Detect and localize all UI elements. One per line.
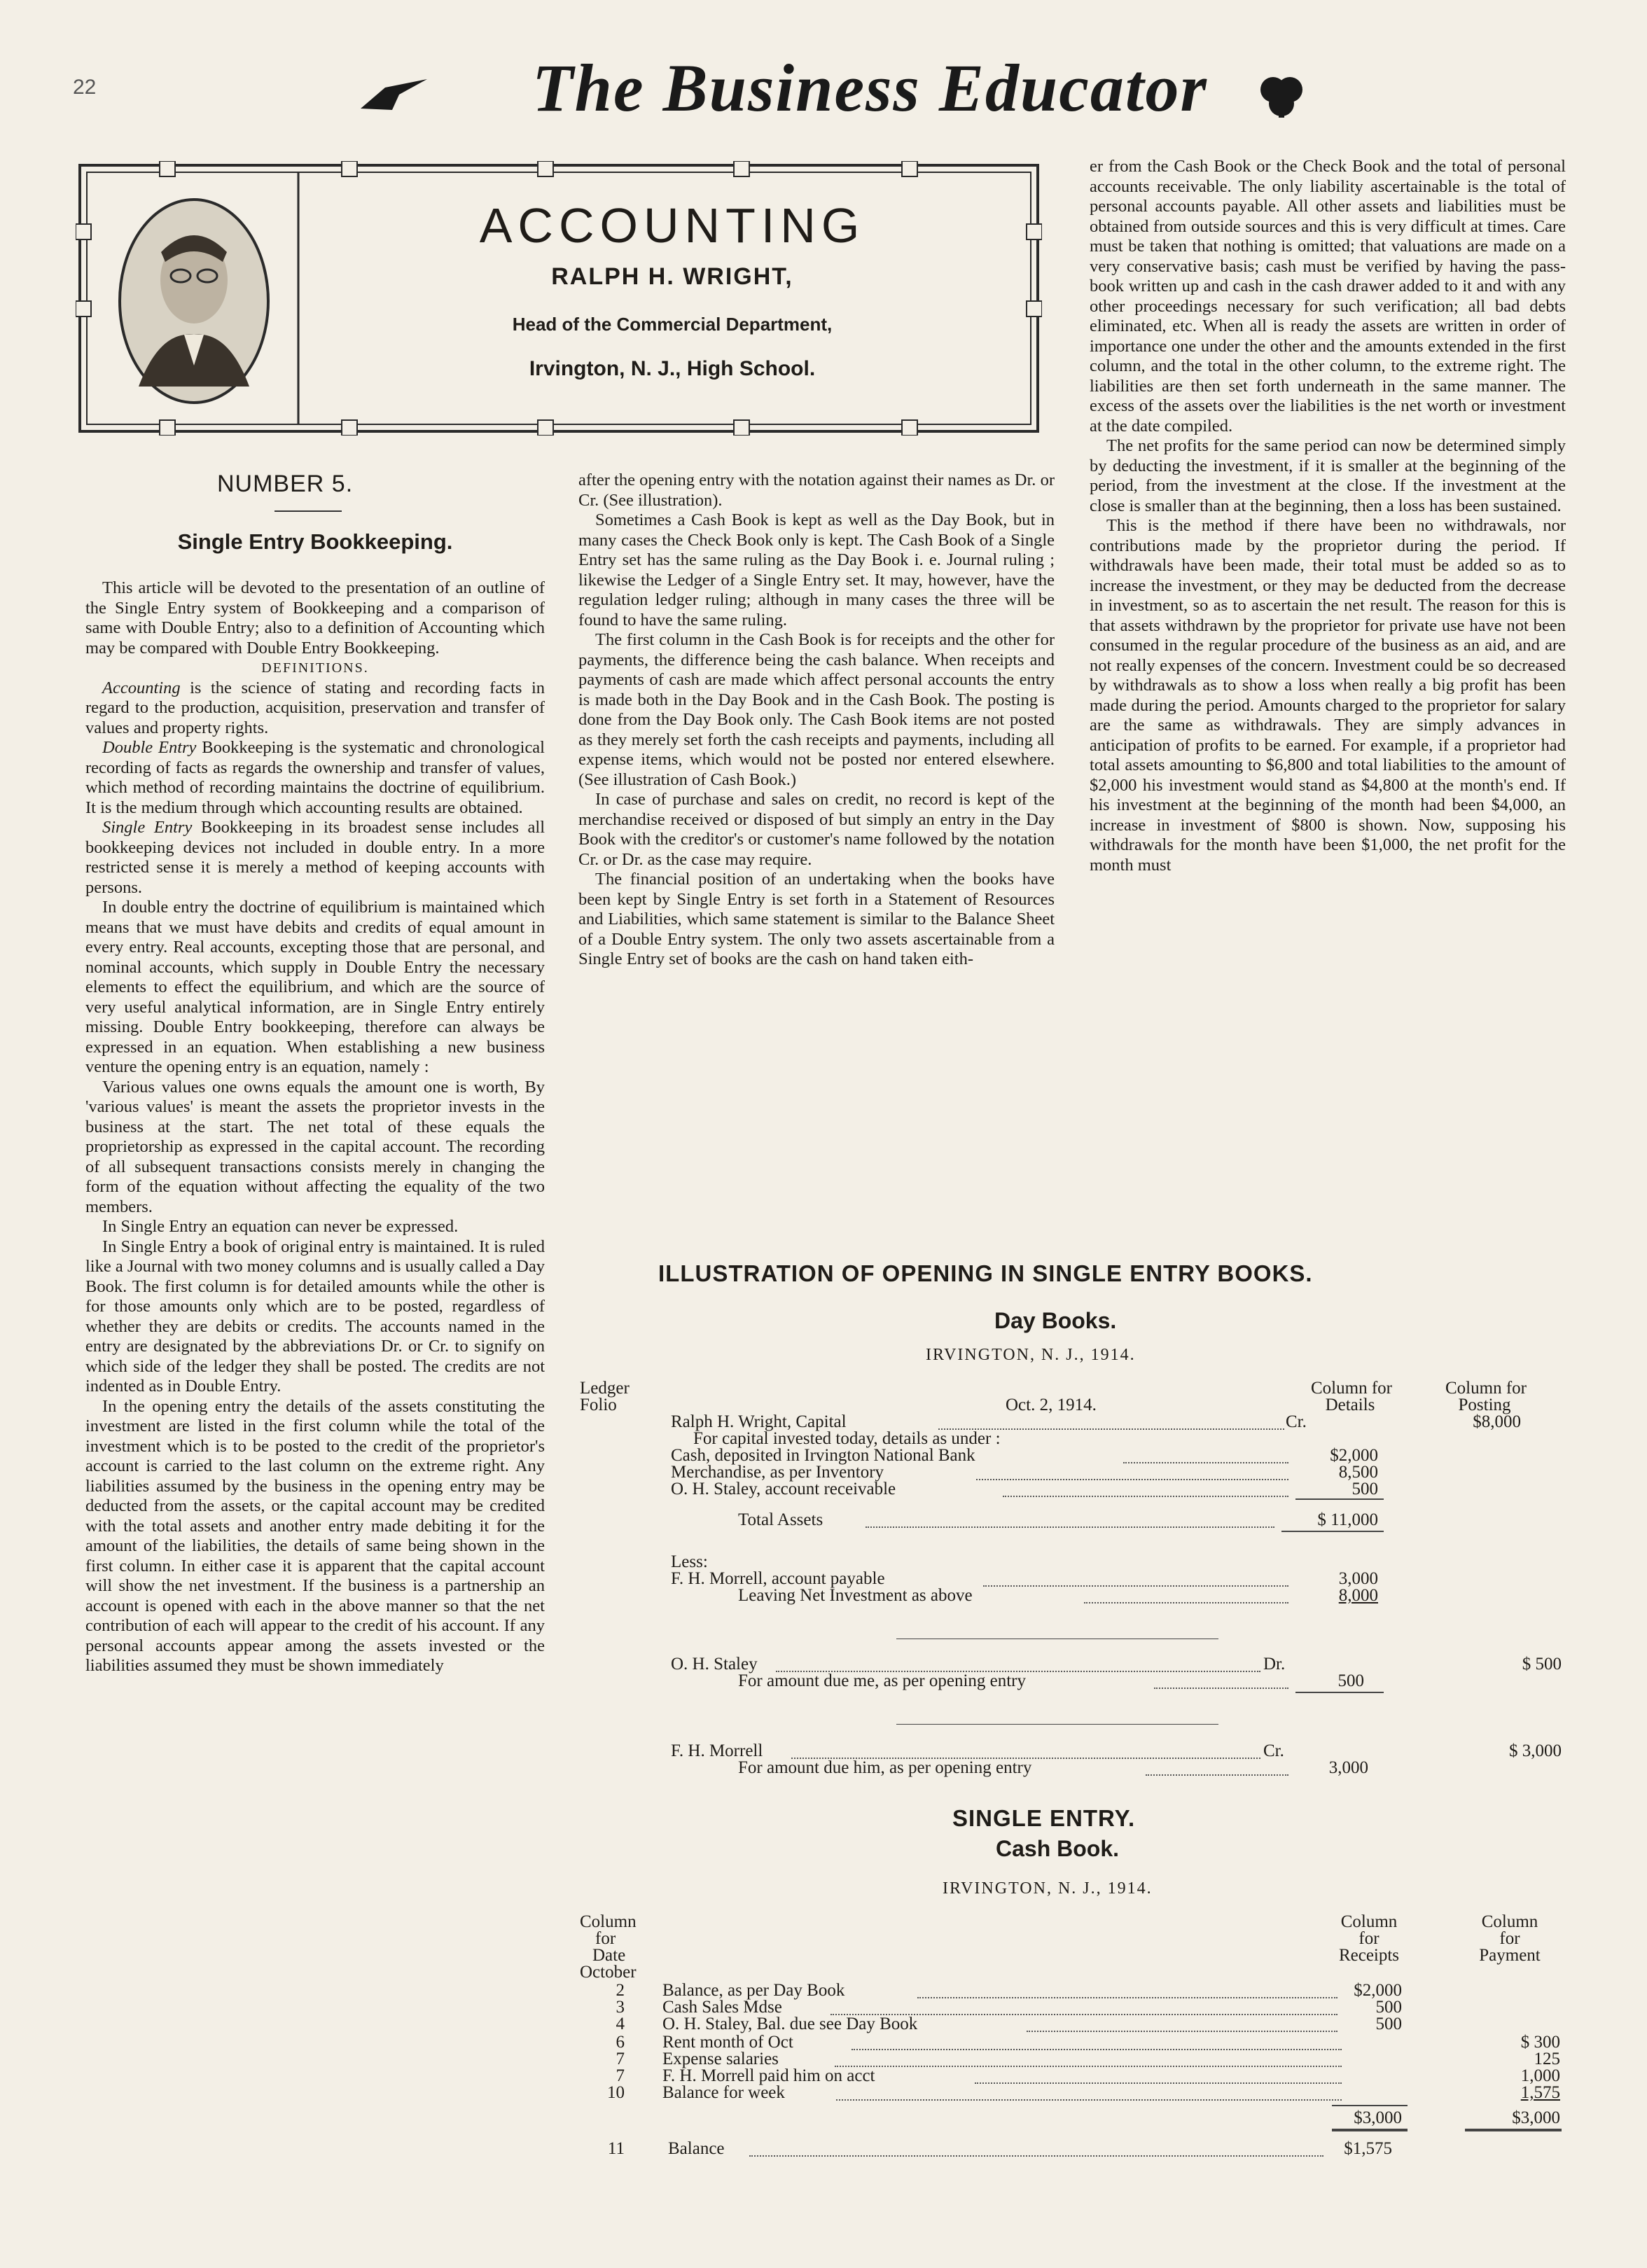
row-receipt: 500: [1375, 1998, 1402, 2017]
row-label: Expense salaries: [662, 2050, 779, 2068]
row-payment: 1,575: [1520, 2083, 1560, 2102]
date-header: for: [595, 1929, 616, 1948]
leader-dots: [975, 2082, 1342, 2084]
article-number: NUMBER 5.: [217, 471, 354, 497]
article-title: Single Entry Bookkeeping.: [177, 529, 453, 554]
entry-note: For capital invested today, details as under :: [693, 1429, 1001, 1448]
receipts-header: for: [1358, 1929, 1380, 1948]
definitions-heading: DEFINITIONS.: [261, 660, 369, 676]
balance-label: Balance: [668, 2139, 725, 2158]
paragraph: The net profits for the same period can now be determined simply by deducting the investment, if it is smaller at the beginning of the period, from the investment at the close. If the investment at the close is smaller than at the beginning, then a loss has been sustained.: [1090, 436, 1566, 515]
divider: [274, 510, 342, 512]
capital-account: Ralph H. Wright, Capital: [671, 1412, 847, 1431]
leader-dots: [1123, 1462, 1288, 1463]
leader-dots: [866, 1526, 1274, 1528]
leader-dots: [749, 2155, 1323, 2157]
sum-rule: [1295, 1692, 1384, 1693]
row-label: F. H. Morrell paid him on acct: [662, 2066, 875, 2085]
leader-dots: [836, 2099, 1342, 2101]
row-payment: 125: [1534, 2050, 1560, 2068]
total-assets-amount: $ 11,000: [1317, 1510, 1378, 1529]
author-school: Irvington, N. J., High School.: [529, 357, 816, 380]
detail-amount: 500: [1337, 1671, 1364, 1690]
detail-amount: 500: [1351, 1480, 1378, 1498]
row-label: Balance, as per Day Book: [662, 1981, 845, 2000]
receipts-header: Receipts: [1338, 1946, 1400, 1965]
leader-dots: [1003, 1496, 1288, 1497]
folio-header: Folio: [580, 1396, 617, 1414]
total-receipts: $3,000: [1354, 2108, 1402, 2127]
liability-line: F. H. Morrell, account payable: [671, 1569, 885, 1588]
row-day: 3: [616, 1998, 625, 2017]
row-day: 7: [616, 2066, 625, 2085]
term: Double Entry: [102, 738, 197, 757]
term: Single Entry: [102, 818, 193, 837]
asset-line: Cash, deposited in Irvington National Bank: [671, 1446, 975, 1465]
double-rule: [1465, 2129, 1562, 2131]
asset-line: Merchandise, as per Inventory: [671, 1463, 884, 1482]
row-day: 4: [616, 2015, 625, 2033]
author-role: Head of the Commercial Department,: [512, 314, 833, 335]
row-day: 7: [616, 2050, 625, 2068]
paragraph: er from the Cash Book or the Check Book and the total of personal accounts receivable. The only liability ascertainable is the total of personal accounts payable. All other assets and liabilities must be obtained from outside sources and this is very difficult at times. Care must be taken that nothing is omitted; that valuations are made on a very conservative basis; cash must be verified by having the pass-book written up and cash in the cash drawer added to it and with any other proceedings necessary for such verification; all bad debts eliminated, etc. When all is ready the assets are written in order of importance one under the other and the amounts extended in the first column, and the total in the other column, to the extreme right. The liabilities are then set forth underneath in the same manner. The excess of the assets over the liabilities is the net worth or investment at the date compiled.: [1090, 157, 1566, 436]
receipts-header: Column: [1340, 1912, 1398, 1931]
article-column-2: [578, 471, 1055, 970]
paragraph: Single Entry Bookkeeping in its broadest sense includes all bookkeeping devices not included in double entry. In a more restricted sense it is merely a method of keeping accounts with persons.: [85, 818, 545, 897]
payment-header: for: [1499, 1929, 1520, 1948]
total-assets-label: Total Assets: [738, 1510, 824, 1529]
payment-header: Column: [1481, 1912, 1538, 1931]
posting-amount: $ 500: [1522, 1655, 1562, 1674]
paragraph: Double Entry Bookkeeping is the systematic and chronological recording of facts as regards the ownership and transfer of values, which method of recording maintains the doctrine of equilibrium. It is the medium through which accounting results are obtained.: [85, 738, 545, 817]
author-name: RALPH H. WRIGHT,: [551, 263, 793, 290]
paragraph: This is the method if there have been no withdrawals, nor contributions made by the proprietor during the period. If withdrawals have been made, their total must be added so as to increase the investment, or they may be deducted from the decrease in investment, so as to ascertain the net result. The reason for this is that assets withdrawn by the proprietor for private use have not been consumed in the regular procedure of the business as an aid, and are not really expenses of the concern. Investment could be so decreased by withdrawals as to show a loss when really a big profit has been made during the period. Amounts charged to the proprietor for salary are the same as withdrawals. They are simply advances in anticipation of profits to be earned. For example, if a proprietor had total assets amounting to $6,800 and total liabilities to the amount of $2,000 his investment would stand as $4,800 at the month's end. If his investment at the beginning of the month had been $4,000, an increase in investment of $800 is shown. Now, supposing his withdrawals for the month have been $1,000, the net profit for the month must: [1090, 516, 1566, 875]
paragraph: In Single Entry a book of original entry is maintained. It is ruled like a Journal with two money columns and is usually called a Day Book. The first column is for detailed amounts while the other is for those amounts only which are to be posted, regardless of whether they are debits or credits. The accounts named in the entry are designated by the abbreviations Dr. or Cr. to signify on which side of the ledger they shall be posted. The credits are not indented as in Double Entry.: [85, 1237, 545, 1396]
paragraph: In the opening entry the details of the assets constituting the investment are listed in the first column while the total of the investment which is to be posted to the credit of the proprietor's account is carried to the last column on the extreme right. Any liabilities assumed by the business in the opening entry may be deducted from the assets, or the capital account may be credited with the total assets and another entry made debiting it for the amount of the liabilities, the details of same being shown in the first column. In either case it is apparent that the capital account will show the net investment. If the business is a partnership an account is opened with each in the above manner so that the net contribution of each will appear to the credit of his account. If any personal accounts appear among the assets invested or the liabilities assumed they must be shown immediately: [85, 1396, 545, 1675]
staley-account: O. H. Staley: [671, 1655, 758, 1674]
posting-header: Column for: [1445, 1379, 1527, 1398]
leader-dots: [1154, 1688, 1288, 1689]
illustration-title: ILLUSTRATION OF OPENING IN SINGLE ENTRY BOOKS.: [658, 1260, 1313, 1286]
row-payment: 1,000: [1520, 2066, 1560, 2085]
single-entry-title: SINGLE ENTRY.: [952, 1805, 1136, 1831]
row-receipt: 500: [1375, 2015, 1402, 2033]
row-label: Cash Sales Mdse: [662, 1998, 782, 2017]
masthead-title: The Business Educator: [532, 50, 1208, 125]
leader-dots: [976, 1479, 1288, 1480]
row-payment: $ 300: [1520, 2033, 1560, 2052]
row-label: Balance for week: [662, 2083, 785, 2102]
entry-note: For amount due me, as per opening entry: [738, 1671, 1027, 1690]
paragraph: The first column in the Cash Book is for receipts and the other for payments, the difference being the cash balance. When receipts and payments of cash are made which affect personal accounts the entry is made both in the Day Book and in the Cash Book. The posting is done from the Day Book only. The Cash Book items are not posted as they merely set forth the cash receipts and payments, including all expense items, which would not be posted nor entered elsewhere. (See illustration of Cash Book.): [578, 630, 1055, 789]
sum-rule: [1332, 2105, 1408, 2106]
dr-cr: Cr.: [1263, 1741, 1284, 1760]
row-label: O. H. Staley, Bal. due see Day Book: [662, 2015, 918, 2033]
leader-dots: [852, 2049, 1342, 2050]
leader-dots: [1027, 2031, 1337, 2032]
details-header: Column for: [1311, 1379, 1392, 1398]
dr-cr: Cr.: [1286, 1412, 1307, 1431]
detail-amount: 8,500: [1338, 1463, 1378, 1482]
morrell-account: F. H. Morrell: [671, 1741, 763, 1760]
posting-amount: $8,000: [1473, 1412, 1521, 1431]
page-number: 22: [73, 76, 97, 99]
net-investment-label: Leaving Net Investment as above: [738, 1586, 973, 1605]
entry-separator: [896, 1724, 1218, 1725]
net-investment-amount: 8,000: [1338, 1586, 1378, 1605]
term: Accounting: [102, 678, 181, 697]
day-books-place: IRVINGTON, N. J., 1914.: [926, 1346, 1136, 1364]
detail-amount: $2,000: [1330, 1446, 1378, 1465]
date-header: Column: [580, 1912, 637, 1931]
leader-dots: [983, 1585, 1288, 1587]
paragraph: In case of purchase and sales on credit, no record is kept of the merchandise received or disposed of but simply an entry in the Day Book with the creditor's or customer's name followed by the notation Cr. or Dr. as the case may require.: [578, 790, 1055, 869]
author-portrait: [118, 197, 270, 405]
cash-book-place: IRVINGTON, N. J., 1914.: [943, 1879, 1153, 1898]
row-receipt: $2,000: [1354, 1981, 1402, 2000]
ledger-header: Ledger: [580, 1379, 630, 1398]
paragraph: after the opening entry with the notation against their names as Dr. or Cr. (See illustration).: [578, 471, 1055, 510]
posting-header: Posting: [1458, 1396, 1511, 1414]
cash-book-title: Cash Book.: [996, 1836, 1120, 1861]
row-label: Rent month of Oct: [662, 2033, 793, 2052]
date-header: Date: [592, 1946, 626, 1965]
leader-dots: [1146, 1774, 1288, 1776]
less-label: Less:: [671, 1552, 708, 1571]
row-day: 2: [616, 1981, 625, 2000]
asset-line: O. H. Staley, account receivable: [671, 1480, 896, 1498]
article-column-3: [1090, 157, 1566, 875]
row-day: 10: [607, 2083, 625, 2102]
day-books-title: Day Books.: [994, 1308, 1117, 1333]
section-title: ACCOUNTING: [479, 198, 866, 253]
leader-dots: [835, 2066, 1342, 2067]
paragraph: In double entry the doctrine of equilibrium is maintained which means that we must have debits and credits of equal amount in every entry. Real accounts, excepting those that are personal, and nominal accounts, which supply in Double Entry the necessary elements to effect the equilibrium, and which are the source of very useful analytical information, are in Single Entry entirely missing. Double Entry bookkeeping, therefore can always be expressed in an equation. When establishing a new business venture the opening entry is an equation, namely :: [85, 898, 545, 1076]
row-day: 6: [616, 2033, 625, 2052]
leader-dots: [1084, 1602, 1288, 1603]
quill-icon: [357, 67, 434, 116]
paragraph: Various values one owns equals the amount one is worth, By 'various values' is meant the assets the proprietor invests in the business at the start. The net total of these equals the proprietorship as expressed in the capital account. The recording of all subsequent transactions consists merely in changing the form of the equation without affecting the equality of the two members.: [85, 1077, 545, 1216]
total-payments: $3,000: [1512, 2108, 1560, 2127]
payment-header: Payment: [1479, 1946, 1541, 1965]
paragraph: In Single Entry an equation can never be expressed.: [102, 1217, 459, 1236]
entry-date: Oct. 2, 1914.: [1006, 1396, 1097, 1414]
posting-amount: $ 3,000: [1509, 1741, 1562, 1760]
leader-dots: [917, 1997, 1337, 1998]
paragraph: Sometimes a Cash Book is kept as well as the Day Book, but in many cases the Check Book only is kept. The Cash Book of a Single Entry set has the same ruling as the Day Book i. e. Journal ruling ; likewise the Ledger of a Single Entry set. It may, however, have the regulation ledger ruling; although in many cases the three will be found to have the same ruling.: [578, 510, 1055, 629]
sum-rule: [1295, 1498, 1384, 1500]
dr-cr: Dr.: [1263, 1655, 1286, 1674]
paragraph: This article will be devoted to the presentation of an outline of the Single Entry system of Bookkeeping and a comparison of same with Double Entry; also to a definition of Accounting which may be compared with Double Entry Bookkeeping.: [85, 578, 545, 658]
ornament-icon: [1253, 70, 1309, 119]
sum-rule: [1281, 1531, 1384, 1532]
balance-amount: $1,575: [1344, 2139, 1392, 2158]
month-label: October: [580, 1963, 637, 1982]
balance-day: 11: [607, 2139, 625, 2158]
liability-amount: 3,000: [1338, 1569, 1378, 1588]
paragraph: Accounting is the science of stating and recording facts in regard to the production, acquisition, preservation and transfer of values and property rights.: [85, 678, 545, 737]
details-header: Details: [1325, 1396, 1375, 1414]
entry-note: For amount due him, as per opening entry: [738, 1758, 1032, 1777]
double-rule: [1332, 2129, 1408, 2131]
article-column-1: [85, 578, 545, 1676]
detail-amount: 3,000: [1328, 1758, 1368, 1777]
paragraph: The financial position of an undertaking when the books have been kept by Single Entry is set forth in a Statement of Resources and Liabilities, which same statement is similar to the Balance Sheet of a Double Entry system. The only two assets ascertainable from a Single Entry set of books are the cash on hand taken eith-: [578, 870, 1055, 968]
